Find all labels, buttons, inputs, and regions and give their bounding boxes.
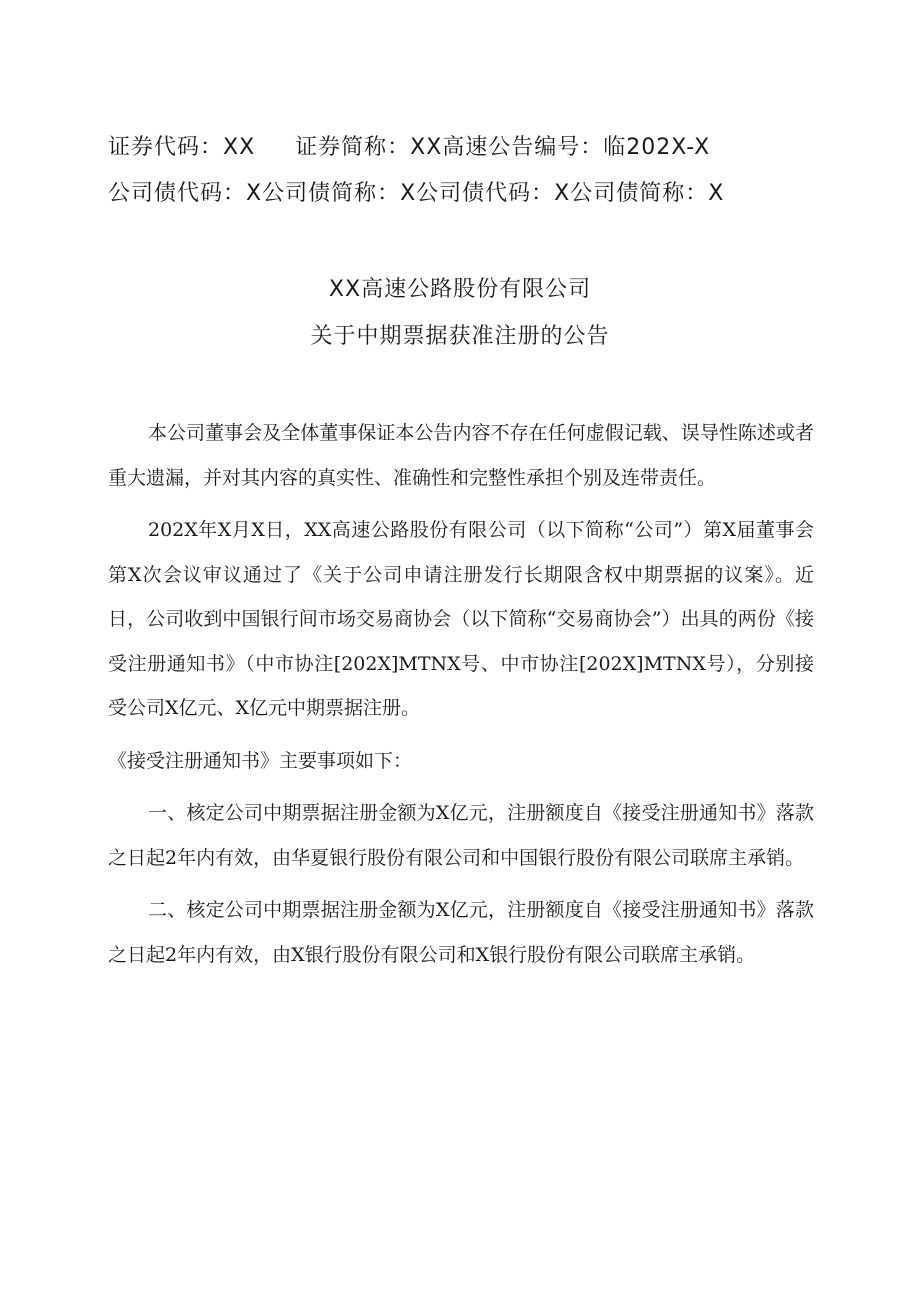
company-name: XX高速公路股份有限公司 [328,277,592,302]
item-one-paragraph: 一、核定公司中期票据注册金额为X亿元，注册额度自《接受注册通知书》落款之日起2年内有效，由华夏银行股份有限公司和中国银行股份有限公司联席主承销。 [108,802,814,869]
security-code: 证券代码：XX [108,135,256,160]
item-two-paragraph: 二、核定公司中期票据注册金额为X亿元，注册额度自《接受注册通知书》落款之日起2年内有效，由X银行股份有限公司和X银行股份有限公司联席主承销。 [108,899,814,966]
header-line-1 [108,125,828,171]
security-abbr-and-announcement-no: 证券简称：XX高速公告编号：临202X-X [295,135,711,160]
announcement-title [0,266,920,360]
notice-items-intro: 《接受注册通知书》主要事项如下： [108,749,413,772]
board-statement-paragraph: 本公司董事会及全体董事保证本公告内容不存在任何虚假记载、误导性陈述或者重大遗漏，并对其内容的真实性、准确性和完整性承担个别及连带责任。 [108,422,814,489]
announcement-body [108,411,814,985]
securities-header [108,125,828,217]
announcement-subject: 关于中期票据获准注册的公告 [310,324,610,349]
bond-code-line: 公司债代码：X公司债简称：X公司债代码：X公司债简称：X [108,181,725,206]
registration-background-paragraph: 202X年X月X日，XX高速公路股份有限公司（以下简称“公司”）第X届董事会第X次会议审议通过了《关于公司申请注册发行长期限含权中期票据的议案》。近日，公司收到中国银行间市场交易商协会（以下简称“交易商协会”）出具的两份《接受注册通知书》（中市协注[202X]MTNX号、中市协注[202X]MTNX号），分别接受公司X亿元、X亿元中期票据注册。 [108,519,814,719]
